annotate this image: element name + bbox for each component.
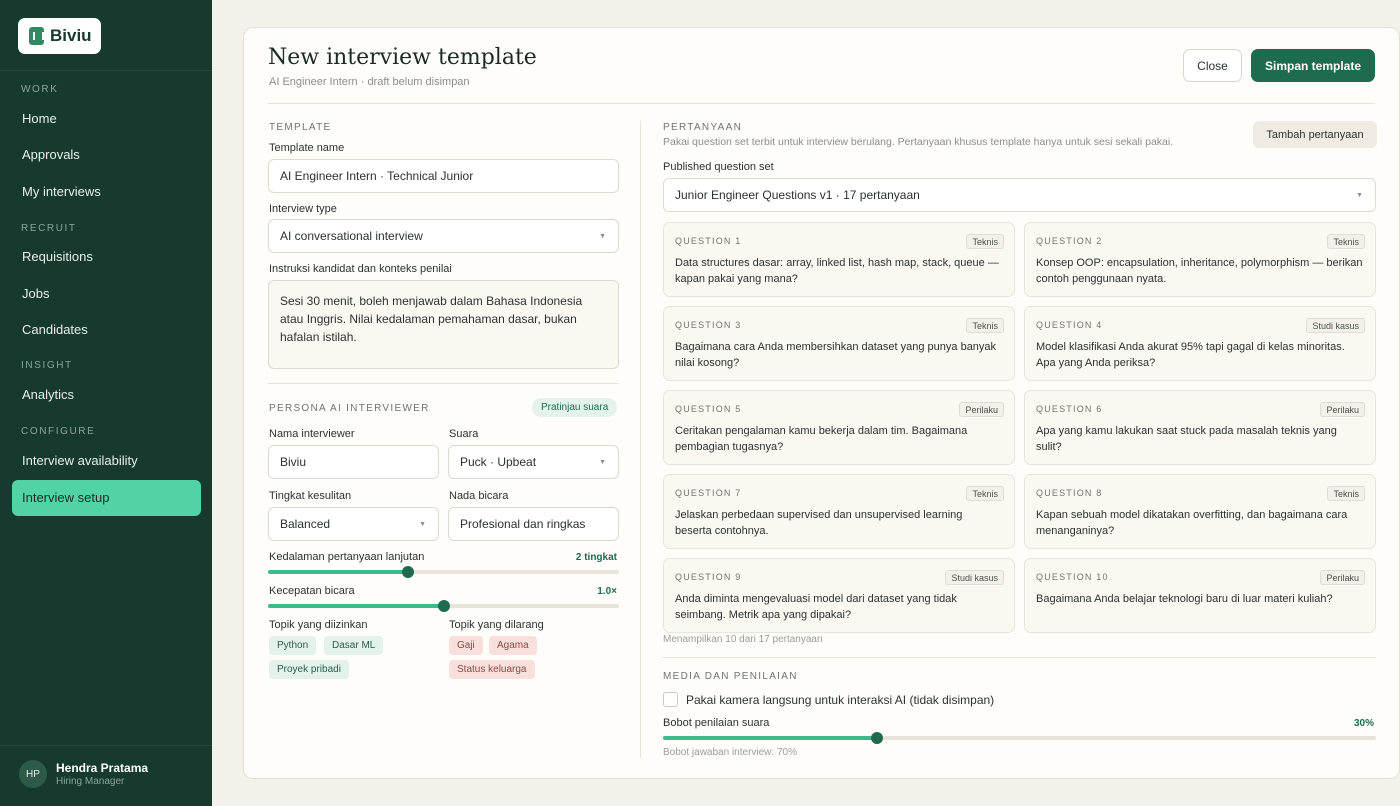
- question-set-value: Junior Engineer Questions v1 · 17 pertanyaan: [675, 188, 920, 202]
- questions-section-label: PERTANYAAN: [663, 122, 743, 133]
- question-card[interactable]: [663, 306, 1015, 381]
- column-divider: [640, 121, 641, 758]
- question-number: QUESTION 4: [1036, 320, 1103, 330]
- camera-checkbox-label: Pakai kamera langsung untuk interaksi AI (tidak disimpan): [686, 693, 995, 707]
- voice-weight-slider[interactable]: [663, 736, 1376, 740]
- save-template-button[interactable]: Simpan template: [1251, 49, 1375, 82]
- question-number: QUESTION 2: [1036, 236, 1103, 246]
- slider-handle[interactable]: [402, 566, 414, 578]
- tone-input[interactable]: [448, 507, 619, 541]
- add-question-button[interactable]: Tambah pertanyaan: [1253, 121, 1377, 148]
- slider-handle[interactable]: [438, 600, 450, 612]
- section-divider: [663, 657, 1376, 658]
- question-text: Data structures dasar: array, linked list, hash map, stack, queue — kapan pakai yang mana?: [675, 257, 999, 285]
- chevron-down-icon: ▼: [599, 459, 606, 466]
- question-card[interactable]: [663, 474, 1015, 549]
- interview-type-label: Interview type: [269, 203, 337, 215]
- question-card[interactable]: [1024, 390, 1376, 465]
- question-number: QUESTION 5: [675, 404, 742, 414]
- sidebar-item-candidates[interactable]: Candidates: [22, 322, 88, 337]
- voice-preview-button[interactable]: Pratinjau suara: [532, 398, 617, 417]
- question-category-badge: Teknis: [966, 318, 1004, 333]
- question-set-label: Published question set: [663, 161, 774, 173]
- voice-value: Puck · Upbeat: [460, 455, 537, 469]
- sidebar-item-home[interactable]: Home: [22, 111, 57, 126]
- sidebar-item-approvals[interactable]: Approvals: [22, 147, 80, 162]
- user-profile[interactable]: [19, 760, 148, 788]
- slider-fill: [268, 604, 444, 608]
- app-name: Biviu: [50, 26, 92, 45]
- slider-fill: [663, 736, 877, 740]
- camera-checkbox[interactable]: [663, 692, 678, 707]
- template-name-value: AI Engineer Intern · Technical Junior: [280, 169, 474, 183]
- question-card[interactable]: [1024, 474, 1376, 549]
- interviewer-name-label: Nama interviewer: [269, 428, 355, 440]
- close-button[interactable]: Close: [1183, 49, 1242, 82]
- question-category-badge: Perilaku: [959, 402, 1004, 417]
- question-category-badge: Teknis: [1327, 486, 1365, 501]
- question-card[interactable]: [663, 222, 1015, 297]
- forbidden-topic-tag[interactable]: Status keluarga: [449, 660, 535, 679]
- user-name: Hendra Pratama: [56, 761, 149, 775]
- difficulty-value: Balanced: [280, 517, 331, 531]
- interviewer-name-value: Biviu: [280, 455, 307, 469]
- question-category-badge: Teknis: [966, 486, 1004, 501]
- sidebar-section-work: WORK: [21, 84, 59, 95]
- answer-weight-text: Bobot jawaban interview: 70%: [663, 747, 797, 758]
- question-category-badge: Perilaku: [1320, 402, 1365, 417]
- instructions-label: Instruksi kandidat dan konteks penilai: [269, 263, 452, 275]
- question-set-select[interactable]: [663, 178, 1376, 212]
- question-card[interactable]: [663, 390, 1015, 465]
- page-title: New interview template: [268, 45, 537, 70]
- question-category-badge: Teknis: [1327, 234, 1365, 249]
- question-text: Kapan sebuah model dikatakan overfitting, dan bagaimana cara menanganinya?: [1036, 509, 1348, 537]
- voice-weight-label: Bobot penilaian suara: [663, 717, 770, 729]
- sidebar-item-interview-setup[interactable]: Interview setup: [12, 480, 201, 516]
- chevron-down-icon: ▼: [1356, 192, 1363, 199]
- question-number: QUESTION 8: [1036, 488, 1103, 498]
- allowed-topic-tag[interactable]: Proyek pribadi: [269, 660, 349, 679]
- forbidden-topic-tag[interactable]: Agama: [489, 636, 537, 655]
- user-role: Hiring Manager: [56, 776, 125, 787]
- question-card[interactable]: [1024, 222, 1376, 297]
- difficulty-label: Tingkat kesulitan: [269, 490, 352, 502]
- speech-speed-label: Kecepatan bicara: [269, 585, 355, 597]
- question-text: Bagaimana cara Anda membersihkan dataset yang punya banyak nilai kosong?: [675, 341, 997, 369]
- question-text: Konsep OOP: encapsulation, inheritance, polymorphism — berikan contoh penggunaan nyata.: [1036, 257, 1363, 285]
- question-text: Apa yang kamu lakukan saat stuck pada masalah teknis yang sulit?: [1036, 425, 1337, 453]
- followup-depth-value: 2 tingkat: [575, 552, 617, 563]
- question-card[interactable]: [1024, 306, 1376, 381]
- header-divider: [268, 103, 1375, 104]
- questions-count-text: Menampilkan 10 dari 17 pertanyaan: [663, 634, 823, 645]
- question-number: QUESTION 1: [675, 236, 742, 246]
- sidebar-section-configure: CONFIGURE: [21, 426, 96, 437]
- sidebar-divider: [0, 70, 212, 71]
- sidebar-item-my-interviews[interactable]: My interviews: [22, 184, 101, 199]
- question-text: Ceritakan pengalaman kamu bekerja dalam tim. Bagaimana pembagian tugasnya?: [675, 425, 968, 453]
- tone-label: Nada bicara: [449, 490, 509, 502]
- waveform-icon: [29, 27, 44, 45]
- question-category-badge: Studi kasus: [945, 570, 1004, 585]
- template-name-input[interactable]: [268, 159, 619, 193]
- interview-type-value: AI conversational interview: [280, 229, 423, 243]
- questions-description: Pakai question set terbit untuk interview berulang. Pertanyaan khusus template hanya untuk sesi sekali pakai.: [663, 136, 1174, 148]
- interviewer-name-input[interactable]: [268, 445, 439, 479]
- template-editor-card: [243, 27, 1400, 779]
- allowed-topic-tag[interactable]: Python: [269, 636, 316, 655]
- followup-depth-slider[interactable]: [268, 570, 619, 574]
- avatar: HP: [19, 760, 47, 788]
- template-section-label: TEMPLATE: [269, 122, 332, 133]
- sidebar-item-interview-availability[interactable]: Interview availability: [22, 453, 138, 468]
- voice-label: Suara: [449, 428, 479, 440]
- question-text: Bagaimana Anda belajar teknologi baru di luar materi kuliah?: [1036, 593, 1333, 605]
- question-category-badge: Teknis: [966, 234, 1004, 249]
- slider-fill: [268, 570, 408, 574]
- question-number: QUESTION 7: [675, 488, 742, 498]
- slider-handle[interactable]: [871, 732, 883, 744]
- allowed-topic-tag[interactable]: Dasar ML: [324, 636, 383, 655]
- section-divider: [268, 383, 619, 384]
- followup-depth-label: Kedalaman pertanyaan lanjutan: [269, 551, 425, 563]
- voice-weight-value: 30%: [1353, 718, 1374, 729]
- question-number: QUESTION 3: [675, 320, 742, 330]
- forbidden-topic-tag[interactable]: Gaji: [449, 636, 483, 655]
- question-text: Anda diminta mengevaluasi model dari dataset yang tidak seimbang. Metrik apa yang dipakai?: [675, 593, 957, 621]
- question-number: QUESTION 9: [675, 572, 742, 582]
- tone-value: Profesional dan ringkas: [460, 517, 586, 531]
- interview-type-select[interactable]: [268, 219, 619, 253]
- speech-speed-value: 1.0×: [597, 586, 617, 597]
- question-text: Model klasifikasi Anda akurat 95% tapi gagal di kelas minoritas. Apa yang Anda periksa?: [1036, 341, 1345, 369]
- page-subtitle: AI Engineer Intern · draft belum disimpan: [269, 76, 470, 88]
- media-section-label: MEDIA DAN PENILAIAN: [663, 671, 798, 682]
- question-category-badge: Perilaku: [1320, 570, 1365, 585]
- question-number: QUESTION 10: [1036, 572, 1109, 582]
- sidebar-section-recruit: RECRUIT: [21, 223, 77, 234]
- sidebar-item-jobs[interactable]: Jobs: [22, 286, 50, 301]
- speech-speed-slider[interactable]: [268, 604, 619, 608]
- forbidden-topics-label: Topik yang dilarang: [449, 619, 544, 631]
- app-logo[interactable]: [18, 18, 101, 54]
- question-card[interactable]: [663, 558, 1015, 633]
- sidebar-item-analytics[interactable]: Analytics: [22, 387, 75, 402]
- voice-select[interactable]: [448, 445, 619, 479]
- sidebar-section-insight: INSIGHT: [21, 360, 73, 371]
- difficulty-select[interactable]: [268, 507, 439, 541]
- sidebar-divider: [0, 745, 212, 746]
- instructions-textarea[interactable]: Sesi 30 menit, boleh menjawab dalam Bahasa Indonesia atau Inggris. Nilai kedalaman pemahaman dasar, bukan hafalan istilah.: [268, 280, 619, 369]
- question-category-badge: Studi kasus: [1306, 318, 1365, 333]
- chevron-down-icon: ▼: [419, 521, 426, 528]
- template-name-label: Template name: [269, 142, 345, 154]
- allowed-topics-label: Topik yang diizinkan: [269, 619, 368, 631]
- sidebar: [0, 0, 212, 806]
- chevron-down-icon: ▼: [599, 233, 606, 240]
- question-number: QUESTION 6: [1036, 404, 1103, 414]
- question-text: Jelaskan perbedaan supervised dan unsupervised learning beserta contohnya.: [675, 509, 963, 537]
- question-card[interactable]: [1024, 558, 1376, 633]
- sidebar-item-requisitions[interactable]: Requisitions: [22, 249, 93, 264]
- persona-section-label: PERSONA AI INTERVIEWER: [269, 403, 430, 414]
